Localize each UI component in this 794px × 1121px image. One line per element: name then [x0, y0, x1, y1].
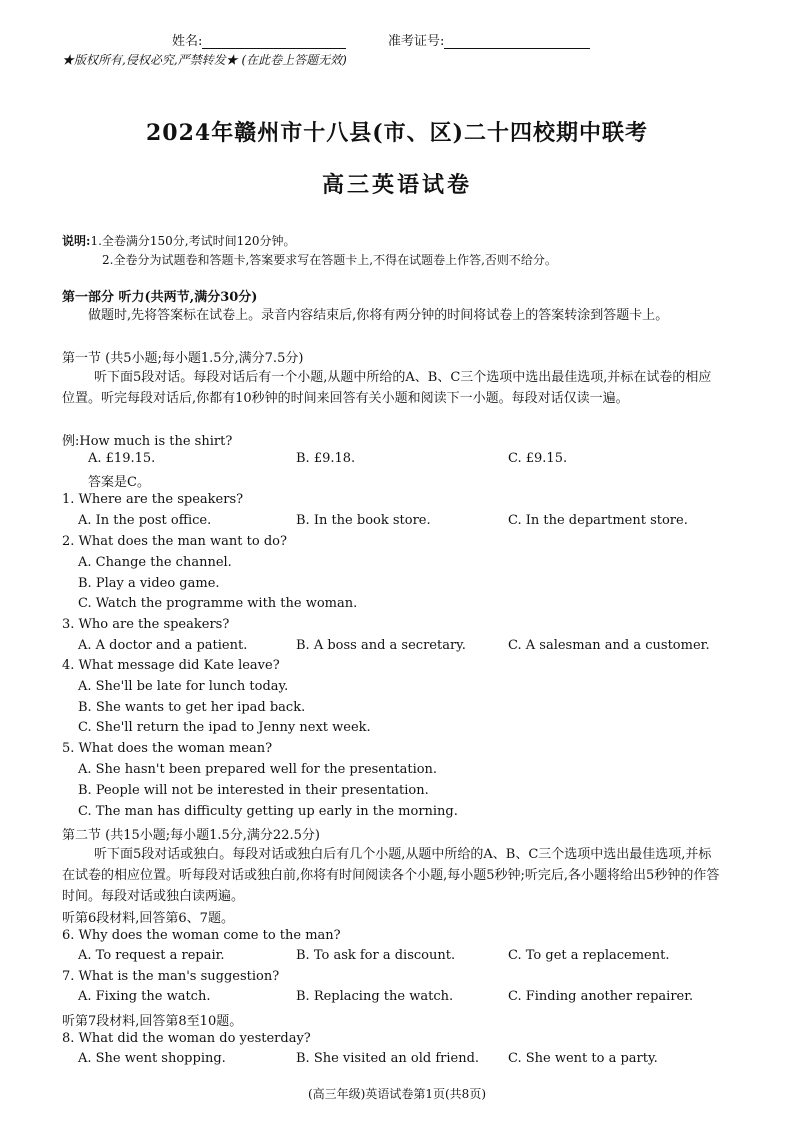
question-3-stem: 3. Who are the speakers?	[62, 617, 230, 632]
question-2-option-c: C. Watch the programme with the woman.	[78, 596, 358, 611]
question-4-option-c: C. She'll return the ipad to Jenny next week.	[78, 720, 371, 735]
question-3-option-b: B. A boss and a secretary.	[296, 638, 466, 653]
example-option-c: C. £9.15.	[508, 451, 568, 466]
question-6-stem: 6. Why does the woman come to the man?	[62, 928, 341, 943]
question-7-stem: 7. What is the man's suggestion?	[62, 969, 280, 984]
name-label: 姓名:	[172, 34, 203, 49]
question-5-option-b: B. People will not be interested in their presentation.	[78, 783, 429, 798]
question-4-stem: 4. What message did Kate leave?	[62, 658, 280, 673]
question-3-option-a: A. A doctor and a patient.	[78, 638, 248, 653]
instruction-line-1	[62, 232, 296, 249]
part1-heading: 第一部分 听力(共两节,满分30分)	[62, 290, 258, 305]
question-1-option-a: A. In the post office.	[78, 513, 212, 528]
material-6-note: 听第6段材料,回答第6、7题。	[62, 911, 234, 926]
question-2-option-a: A. Change the channel.	[78, 555, 232, 570]
question-8-stem: 8. What did the woman do yesterday?	[62, 1031, 311, 1046]
question-2-option-b: B. Play a video game.	[78, 576, 220, 591]
question-4-option-a: A. She'll be late for lunch today.	[78, 679, 289, 694]
instruction-line-2: 2.全卷分为试题卷和答题卡,答案要求写在答题卡上,不得在试题卷上作答,否则不给分。	[102, 253, 557, 267]
question-1-option-c: C. In the department store.	[508, 513, 688, 528]
question-6-option-a: A. To request a repair.	[78, 948, 225, 963]
exam-subtitle: 高三英语试卷	[321, 172, 472, 198]
part1-intro: 做题时,先将答案标在试卷上。录音内容结束后,你将有两分钟的时间将试卷上的答案转涂到答题卡上。	[88, 308, 669, 323]
ticket-blank	[444, 34, 590, 49]
example-question: 例:How much is the shirt?	[62, 434, 233, 449]
section2-intro: 听下面5段对话或独白。每段对话或独白后有几个小题,从题中所给的A、B、C三个选项中选出最佳选项,并标在试卷的相应位置。听每段对话或独白前,你将有时间阅读各个小题,每小题5秒钟;听完后,各小题将给出5秒钟的作答时间。每段对话或独白读两遍。	[62, 847, 720, 904]
example-answer: 答案是C。	[88, 475, 150, 490]
page-footer: (高三年级)英语试卷第1页(共8页)	[308, 1087, 486, 1101]
question-8-option-a: A. She went shopping.	[78, 1051, 226, 1066]
question-3-option-c: C. A salesman and a customer.	[508, 638, 710, 653]
example-option-b: B. £9.18.	[296, 451, 356, 466]
ticket-label: 准考证号:	[388, 34, 445, 49]
question-1-option-b: B. In the book store.	[296, 513, 431, 528]
name-blank	[202, 34, 346, 49]
question-6-option-b: B. To ask for a discount.	[296, 948, 456, 963]
question-7-option-b: B. Replacing the watch.	[296, 989, 454, 1004]
section2-heading: 第二节 (共15小题;每小题1.5分,满分22.5分)	[62, 828, 320, 843]
ticket-field	[388, 30, 590, 49]
question-7-option-c: C. Finding another repairer.	[508, 989, 694, 1004]
instruction-label: 说明:	[62, 234, 91, 248]
question-1-stem: 1. Where are the speakers?	[62, 492, 244, 507]
question-5-option-c: C. The man has difficulty getting up early in the morning.	[78, 804, 458, 819]
exam-title: 2024年赣州市十八县(市、区)二十四校期中联考	[145, 120, 649, 146]
instruction-text-1: 1.全卷满分150分,考试时间120分钟。	[90, 234, 296, 248]
question-8-option-b: B. She visited an old friend.	[296, 1051, 480, 1066]
copyright-notice: ★版权所有,侵权必究,严禁转发★ (在此卷上答题无效)	[62, 53, 347, 67]
question-7-option-a: A. Fixing the watch.	[78, 989, 211, 1004]
question-4-option-b: B. She wants to get her ipad back.	[78, 700, 306, 715]
example-option-a: A. £19.15.	[88, 451, 156, 466]
question-5-stem: 5. What does the woman mean?	[62, 741, 273, 756]
question-5-option-a: A. She hasn't been prepared well for the presentation.	[78, 762, 438, 777]
material-7-note: 听第7段材料,回答第8至10题。	[62, 1014, 243, 1029]
question-6-option-c: C. To get a replacement.	[508, 948, 670, 963]
name-field	[172, 30, 346, 49]
question-2-stem: 2. What does the man want to do?	[62, 534, 287, 549]
question-8-option-c: C. She went to a party.	[508, 1051, 658, 1066]
section1-heading: 第一节 (共5小题;每小题1.5分,满分7.5分)	[62, 351, 304, 366]
section1-intro: 听下面5段对话。每段对话后有一个小题,从题中所给的A、B、C三个选项中选出最佳选项,并标在试卷的相应位置。听完每段对话后,你都有10秒钟的时间来回答有关小题和阅读下一小题。每段对话仅读一遍。	[62, 370, 712, 406]
